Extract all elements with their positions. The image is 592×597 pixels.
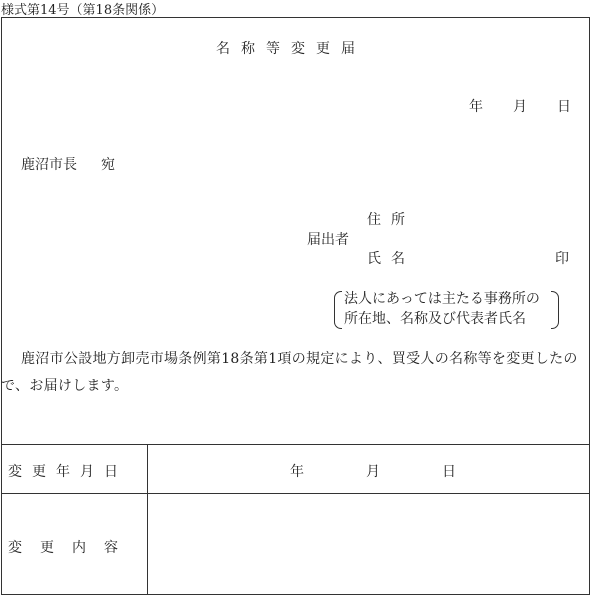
seal-mark: 印: [555, 251, 569, 267]
addressee: [21, 154, 115, 174]
change-date-label: 変更年月日: [8, 464, 128, 480]
change-content-label: 変更内容: [8, 540, 136, 556]
name-label: 氏名: [367, 251, 415, 267]
corporate-note-line1: 法人にあっては主たる事務所の: [344, 291, 540, 307]
change-date-year: 年: [290, 464, 304, 480]
form-number: 様式第14号（第18条関係）: [1, 3, 165, 18]
table-middle-line: [1, 493, 590, 494]
change-date-month: 月: [366, 464, 380, 480]
addressee-name: 鹿沼市長: [21, 157, 77, 173]
right-bracket: [551, 291, 559, 329]
corporate-note-text: [344, 289, 540, 329]
addressee-suffix: 宛: [101, 157, 115, 173]
submission-date: [469, 96, 571, 116]
date-year: 年: [469, 99, 483, 115]
change-content-field[interactable]: [155, 500, 585, 590]
corporate-note: [334, 289, 559, 329]
change-date-value: [290, 461, 456, 481]
table-top-line: [1, 444, 590, 445]
corporate-note-line2: 所在地、名称及び代表者氏名: [344, 311, 526, 327]
body-text: 鹿沼市公設地方卸売市場条例第18条第1項の規定により、買受人の名称等を変更したので、お届けします。: [1, 351, 578, 394]
change-date-day: 日: [442, 464, 456, 480]
applicant-label: 届出者: [307, 232, 349, 248]
left-bracket: [334, 291, 342, 329]
document-title: 名称等変更届: [216, 41, 366, 57]
address-label: 住所: [367, 212, 415, 228]
date-day: 日: [557, 99, 571, 115]
table-column-divider: [147, 444, 148, 595]
date-month: 月: [513, 99, 527, 115]
